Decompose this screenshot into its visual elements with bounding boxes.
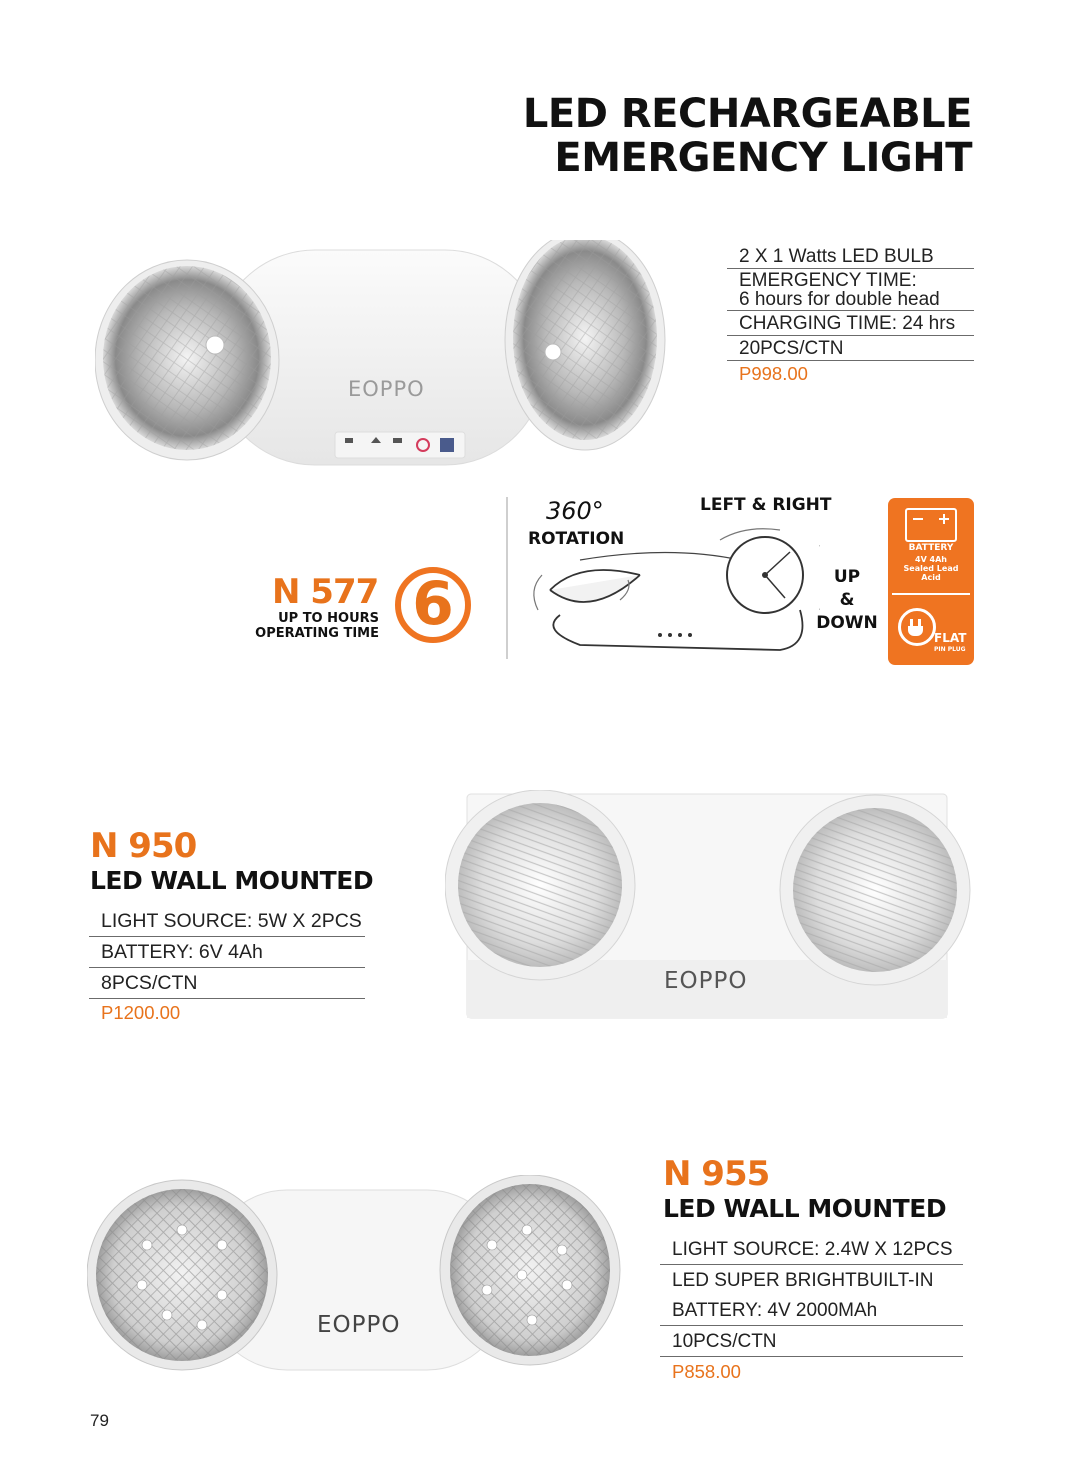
spec-row [89, 906, 365, 937]
spec-text: CHARGING TIME: 24 hrs [739, 313, 956, 334]
product-image-n955 [87, 1175, 627, 1380]
battery-label: BATTERY [908, 543, 954, 553]
spec-row [89, 937, 365, 968]
spec-text: LED SUPER BRIGHTBUILT-IN [672, 1270, 934, 1291]
spec-row [727, 336, 974, 361]
spec-text: LIGHT SOURCE: 5W X 2PCS [101, 910, 362, 932]
model-n577: N 577 [272, 572, 379, 612]
price: P858.00 [672, 1361, 741, 1382]
battery-badge [888, 498, 974, 665]
page-title [412, 92, 972, 180]
title-line-2: EMERGENCY LIGHT [554, 135, 972, 181]
left-right-label: LEFT & RIGHT [700, 495, 832, 515]
spec-text: 10PCS/CTN [672, 1331, 777, 1352]
spec-row [727, 244, 974, 269]
spec-text: 8PCS/CTN [101, 972, 198, 994]
page-number: 79 [90, 1411, 109, 1430]
hours-label-line1: UP TO HOURS [278, 611, 379, 626]
price: P1200.00 [101, 1002, 181, 1023]
spec-list-n577 [727, 244, 974, 387]
plug-icon [898, 608, 936, 646]
spec-list-n950 [89, 906, 365, 1027]
rotation-value: 360° [546, 497, 604, 525]
spec-list-n955 [660, 1234, 963, 1387]
title-line-1: LED RECHARGEABLE [522, 91, 972, 137]
down-label: DOWN [816, 613, 878, 633]
hours-label [255, 611, 379, 641]
spec-text: 2 X 1 Watts LED BULB [739, 246, 934, 267]
subtitle-n950: LED WALL MOUNTED [90, 866, 374, 895]
hours-value: 6 [412, 569, 454, 639]
spec-row [727, 269, 974, 311]
battery-spec [888, 555, 974, 582]
product-brand-n950: EOPPO [664, 968, 748, 994]
spec-text: EMERGENCY TIME: [739, 270, 917, 291]
plug-sub: PIN PLUG [934, 646, 966, 653]
spec-row [660, 1265, 963, 1295]
price: P998.00 [739, 363, 808, 384]
model-n955: N 955 [663, 1154, 770, 1194]
spec-row [660, 1325, 963, 1357]
battery-spec-line3: Acid [921, 573, 941, 582]
spec-text: LIGHT SOURCE: 2.4W X 12PCS [672, 1239, 953, 1260]
spec-text: 20PCS/CTN [739, 338, 844, 359]
up-label: UP [833, 567, 861, 587]
spec-row [660, 1295, 963, 1325]
subtitle-n955: LED WALL MOUNTED [663, 1194, 947, 1223]
spec-text: BATTERY: 4V 2000MAh [672, 1300, 878, 1321]
spec-text: BATTERY: 6V 4Ah [101, 941, 263, 963]
battery-icon [905, 508, 957, 542]
hours-label-line2: OPERATING TIME [255, 626, 379, 641]
rotation-label: ROTATION [528, 529, 625, 549]
battery-spec-line2: Sealed Lead [903, 564, 959, 573]
spec-row [660, 1234, 963, 1265]
plug-label: FLAT [934, 631, 967, 645]
status-panel [335, 432, 465, 458]
battery-spec-line1: 4V 4Ah [915, 555, 947, 564]
up-down-label [812, 566, 882, 635]
product-image-n577 [95, 240, 675, 480]
vertical-divider [506, 497, 508, 659]
spec-row [727, 311, 974, 336]
product-brand-n955: EOPPO [317, 1312, 401, 1338]
product-brand-n577: EOPPO [348, 377, 425, 401]
spec-text: 6 hours for double head [739, 289, 940, 310]
amp-label: & [839, 590, 855, 610]
model-n950: N 950 [90, 826, 197, 866]
hours-badge [395, 567, 471, 643]
spec-row [89, 968, 365, 999]
